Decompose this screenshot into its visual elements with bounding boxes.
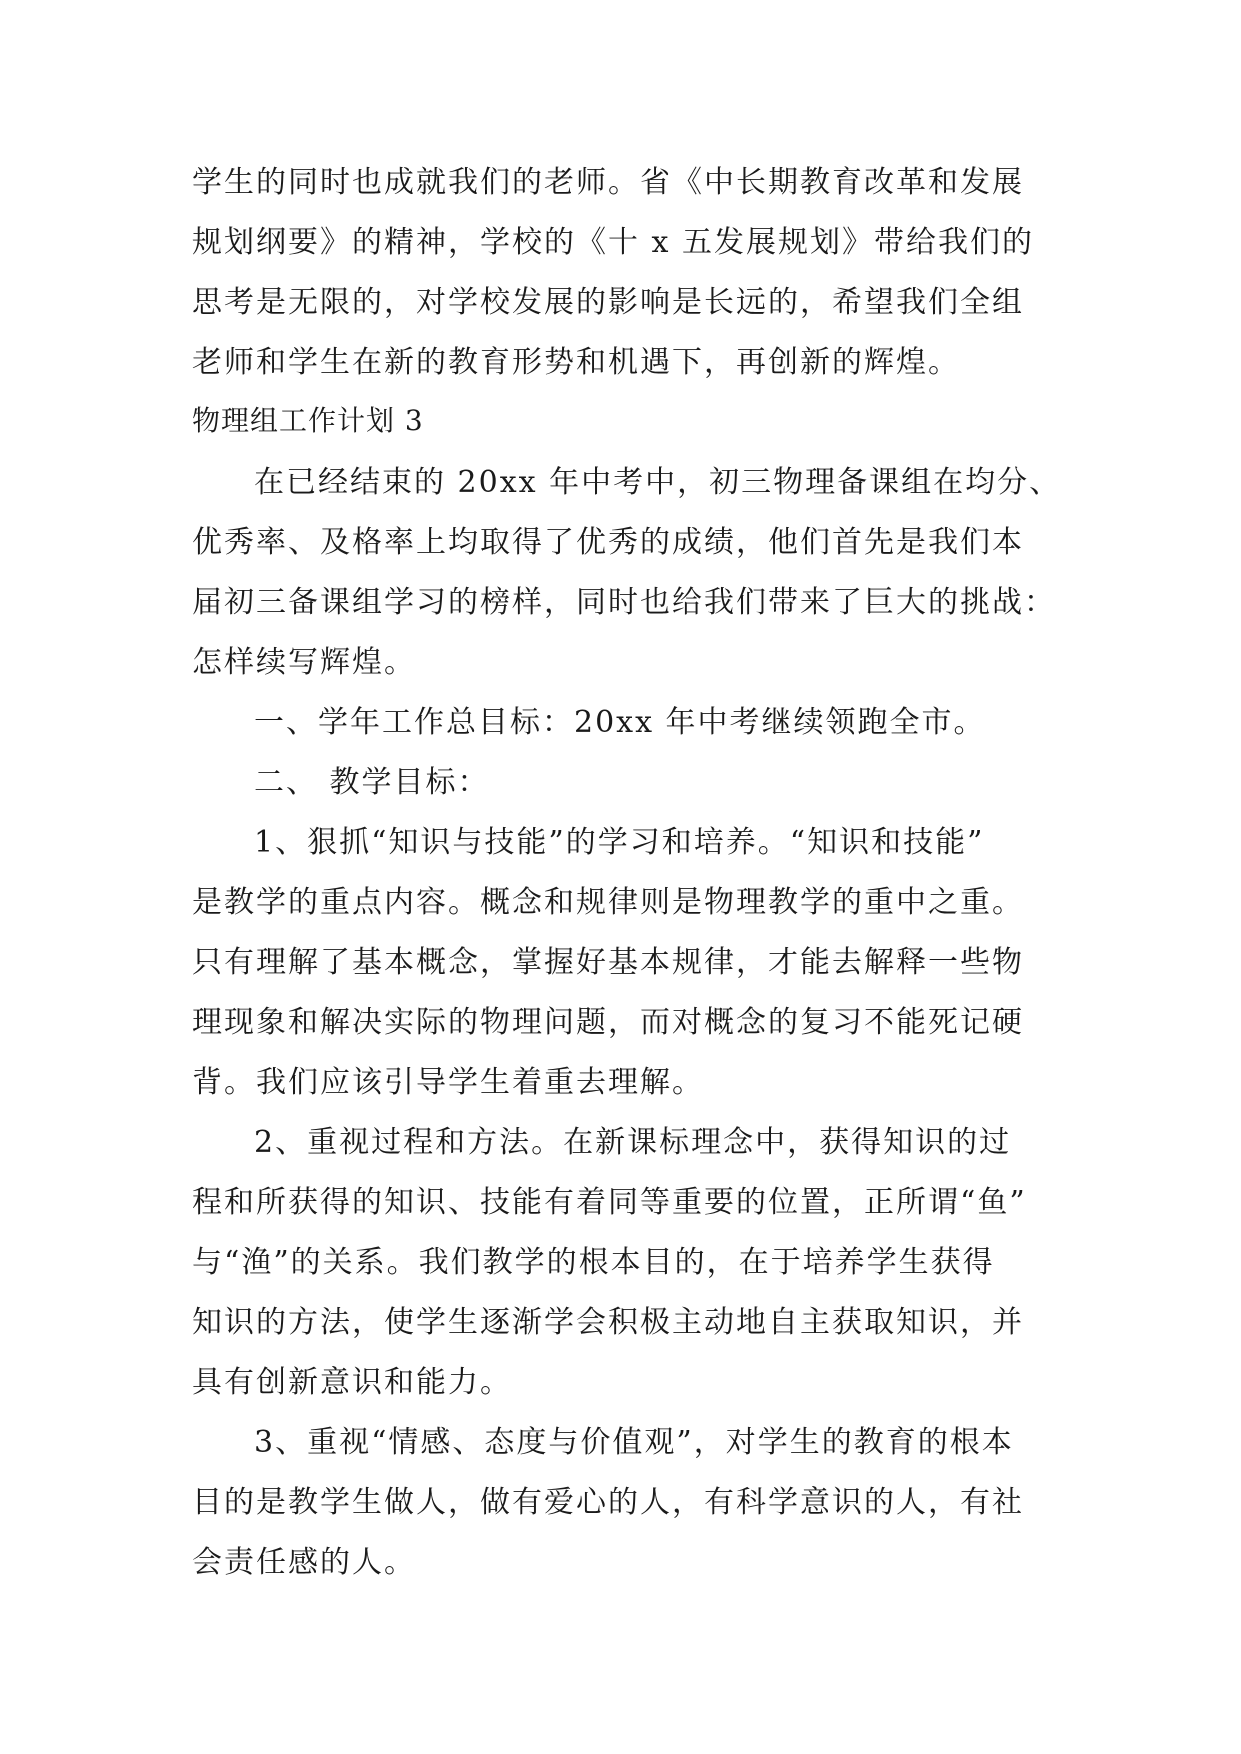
text-line: 程和所获得的知识、技能有着同等重要的位置，正所谓“鱼” xyxy=(192,1185,1027,1220)
text-line: 优秀率、及格率上均取得了优秀的成绩，他们首先是我们本 xyxy=(192,525,1024,560)
text-line: 是教学的重点内容。概念和规律则是物理教学的重中之重。 xyxy=(192,885,1024,920)
text-line: 只有理解了基本概念，掌握好基本规律，才能去解释一些物 xyxy=(192,945,1024,980)
text-line: 2、重视过程和方法。在新课标理念中，获得知识的过 xyxy=(254,1125,1012,1160)
text-line: 理现象和解决实际的物理问题，而对概念的复习不能死记硬 xyxy=(192,1005,1024,1040)
text-line: 一、学年工作总目标：20xx 年中考继续领跑全市。 xyxy=(254,705,986,740)
text-line: 学生的同时也成就我们的老师。省《中长期教育改革和发展 xyxy=(192,165,1024,200)
text-line: 会责任感的人。 xyxy=(192,1545,416,1580)
text-line: 与“渔”的关系。我们教学的根本目的，在于培养学生获得 xyxy=(192,1245,995,1280)
text-line: 怎样续写辉煌。 xyxy=(192,645,416,680)
text-line: 背。我们应该引导学生着重去理解。 xyxy=(192,1065,704,1100)
text-line: 规划纲要》的精神，学校的《十 x 五发展规划》带给我们的 xyxy=(192,225,1034,260)
text-line: 1、狠抓“知识与技能”的学习和培养。“知识和技能” xyxy=(254,825,985,860)
text-line: 目的是教学生做人，做有爱心的人，有科学意识的人，有社 xyxy=(192,1485,1024,1520)
text-line: 二、 教学目标： xyxy=(254,765,490,800)
text-line: 具有创新意识和能力。 xyxy=(192,1365,512,1400)
text-line: 老师和学生在新的教育形势和机遇下，再创新的辉煌。 xyxy=(192,345,960,380)
text-line: 届初三备课组学习的榜样，同时也给我们带来了巨大的挑战： xyxy=(192,585,1056,620)
text-line: 思考是无限的，对学校发展的影响是长远的，希望我们全组 xyxy=(192,285,1024,320)
section-heading: 物理组工作计划 3 xyxy=(192,404,424,437)
text-line: 3、重视“情感、态度与价值观”，对学生的教育的根本 xyxy=(254,1425,1014,1460)
text-line: 知识的方法，使学生逐渐学会积极主动地自主获取知识，并 xyxy=(192,1305,1024,1340)
text-line: 在已经结束的 20xx 年中考中，初三物理备课组在均分、 xyxy=(254,465,1062,500)
